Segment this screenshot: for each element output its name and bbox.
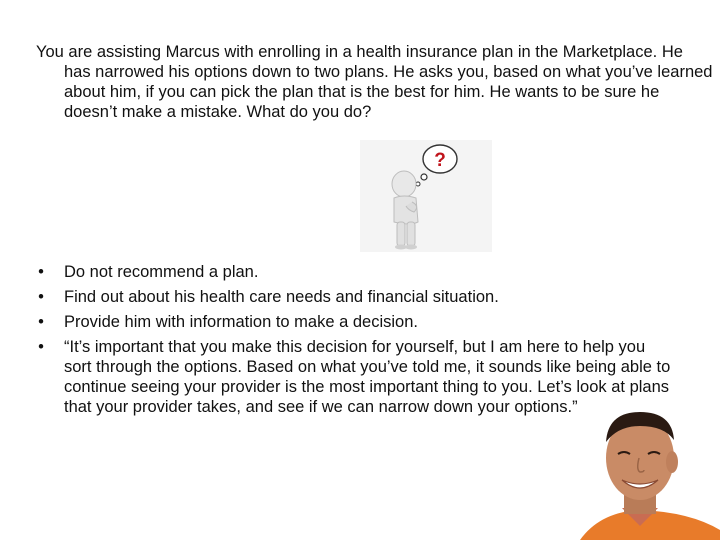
bullet-text: “It’s important that you make this decision for yourself, but I am here to help you sort through the options. Based on what you’ve told me, it sounds like being able to continue seeing your provider is the most important thing to you. Let’s look at plans that your provider takes, and see if we can narrow down your options.”: [64, 338, 671, 416]
bullet-text: Provide him with information to make a decision.: [64, 313, 418, 331]
smiling-man-photo: [560, 400, 720, 540]
question-mark: ?: [434, 150, 446, 171]
bullet-dot: •: [38, 263, 44, 281]
bullet-text: Find out about his health care needs and financial situation.: [64, 288, 499, 306]
bullet-dot: •: [38, 288, 44, 306]
list-item: [36, 262, 676, 282]
bullet-text: Do not recommend a plan.: [64, 263, 259, 281]
list-item: [36, 312, 676, 332]
smiling-man-illustration: [560, 400, 720, 540]
thinking-person-icon: [360, 140, 492, 252]
bullet-dot: •: [38, 313, 44, 331]
list-item: [36, 287, 676, 307]
thinking-person-illustration: [360, 140, 492, 252]
intro-paragraph: You are assisting Marcus with enrolling in a health insurance plan in the Marketplace. He has narrowed his options down to two plans. He asks you, based on what you’ve learned about him, if you can pick the plan that is the best for him. He wants to be sure he doesn’t make a mistake. What do you do?: [36, 43, 713, 121]
bullet-dot: •: [38, 338, 44, 356]
bullet-list: [36, 262, 676, 422]
